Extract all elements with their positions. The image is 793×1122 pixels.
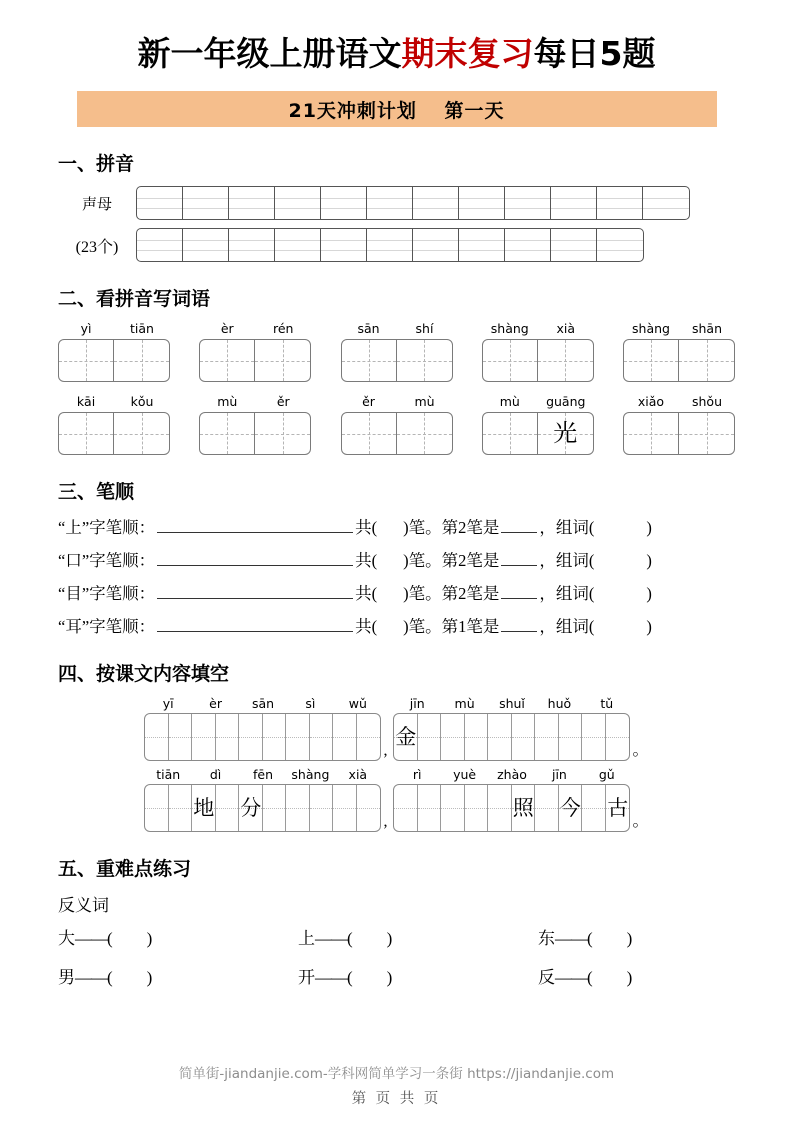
tianzige-box[interactable] <box>341 339 453 382</box>
sentence-grid-cell[interactable] <box>559 714 583 760</box>
sentence-grid-char: 分 <box>240 795 262 820</box>
pinyin-cell[interactable] <box>505 187 551 219</box>
sentence-punctuation: 。 <box>632 742 649 759</box>
word-box-item <box>58 394 170 455</box>
watermark-text: 简单街-jiandanjie.com-学科网简单学习一条街 https://jiandanjie.com <box>178 1066 615 1082</box>
sentence-grid-cell[interactable] <box>239 785 263 831</box>
shengmu-label: 声母 <box>81 196 112 213</box>
stroke-order-blank[interactable] <box>157 521 353 533</box>
sentence-grid-block <box>144 767 387 832</box>
antonym-close-paren: ) <box>626 968 633 987</box>
antonym-close-paren: ) <box>626 929 633 948</box>
pinyin-syllable: sì <box>305 696 316 711</box>
antonym-open-paren: ( <box>347 929 353 948</box>
pinyin-syllable: dì <box>209 767 222 782</box>
sentence-grid-cell[interactable] <box>582 785 606 831</box>
nth-stroke-prompt: )笔。第2笔是 <box>403 584 500 603</box>
pinyin-syllable: shuǐ <box>499 696 525 711</box>
sentence-grid-char: 古 <box>607 795 629 820</box>
pinyin-syllable: huǒ <box>547 696 572 711</box>
pinyin-cell[interactable] <box>321 187 367 219</box>
pinyin-cell[interactable] <box>275 229 321 261</box>
pinyin-syllable: shí <box>415 321 434 336</box>
tianzige-box[interactable] <box>482 339 594 382</box>
word-pinyin <box>623 394 735 409</box>
nth-stroke-blank[interactable] <box>501 554 537 566</box>
nth-stroke-prompt: )笔。第2笔是 <box>403 518 500 537</box>
stroke-order-line <box>58 613 753 637</box>
antonym-word: 开 <box>298 968 315 987</box>
antonym-open-paren: ( <box>347 968 353 987</box>
make-word-prompt: ，组词( <box>539 584 595 603</box>
pinyin-cell[interactable] <box>643 187 689 219</box>
antonym-open-paren: ( <box>107 929 113 948</box>
pinyin-syllable: shǒu <box>691 394 722 409</box>
stroke-order-line <box>58 514 753 538</box>
pinyin-cell[interactable] <box>367 229 413 261</box>
tianzige-cell[interactable] <box>342 340 397 381</box>
sentence-grid-block <box>144 696 387 761</box>
antonym-word: 大 <box>58 929 75 948</box>
word-pinyin <box>58 394 170 409</box>
word-box-item <box>623 321 735 382</box>
pinyin-syllable: sān <box>357 321 380 336</box>
page-number-label: 第 页 共 页 <box>351 1091 442 1107</box>
pinyin-syllable: èr <box>209 696 223 711</box>
document-header <box>0 0 793 127</box>
sentence-grid-cell[interactable] <box>310 714 334 760</box>
nth-stroke-blank[interactable] <box>501 521 537 533</box>
pinyin-syllable: èr <box>220 321 234 336</box>
page-title-prefix: 新一年级上册语文 <box>137 34 402 73</box>
sentence-grid-row <box>40 696 753 761</box>
sentence-grid-cell[interactable] <box>169 785 193 831</box>
pinyin-syllable: wǔ <box>348 696 367 711</box>
stroke-order-line <box>58 580 753 604</box>
sentence-grid[interactable] <box>393 713 630 761</box>
pinyin-syllable: ěr <box>276 394 290 409</box>
pinyin-syllable: mù <box>414 394 435 409</box>
pinyin-syllable: fēn <box>252 767 273 782</box>
tianzige-cell[interactable] <box>114 413 169 454</box>
make-word-close-paren: ) <box>646 584 652 603</box>
sentence-grid-list <box>40 696 753 832</box>
nth-stroke-blank[interactable] <box>501 620 537 632</box>
sentence-grid-cell[interactable] <box>286 785 310 831</box>
pinyin-cell[interactable] <box>459 229 505 261</box>
tianzige-cell[interactable] <box>538 340 593 381</box>
stroke-order-blank[interactable] <box>157 587 353 599</box>
shengmu-row-1 <box>58 186 753 220</box>
sentence-grid[interactable] <box>144 784 381 832</box>
sentence-grid-cell[interactable] <box>286 714 310 760</box>
word-box-item <box>482 321 594 382</box>
pinyin-syllable: yì <box>80 321 92 336</box>
section-2-heading: 二、看拼音写词语 <box>58 289 211 310</box>
sentence-punctuation: , <box>383 742 388 759</box>
sentence-grid-char: 金 <box>395 724 417 749</box>
shengmu-count-label: (23个) <box>75 238 119 256</box>
antonym-open-paren: ( <box>587 929 593 948</box>
antonym-dash: —— <box>315 929 347 948</box>
pinyin-cell[interactable] <box>321 229 367 261</box>
sentence-grid-cell[interactable] <box>606 714 630 760</box>
sentence-grid-cell[interactable] <box>216 714 240 760</box>
stroke-order-prompt: “口”字笔顺： <box>58 551 156 570</box>
pinyin-syllable: guāng <box>546 394 586 409</box>
word-pinyin <box>199 321 311 336</box>
antonym-item <box>298 924 538 949</box>
sentence-grid-cell[interactable] <box>535 714 559 760</box>
word-box-item <box>58 321 170 382</box>
word-box-item <box>199 394 311 455</box>
sentence-grid-cell[interactable] <box>559 785 583 831</box>
word-pinyin <box>341 321 453 336</box>
pinyin-syllable: xià <box>556 321 576 336</box>
antonym-row <box>58 924 735 949</box>
sentence-grid-cell[interactable] <box>263 714 287 760</box>
section-4-heading: 四、按课文内容填空 <box>58 664 230 685</box>
antonym-dash: —— <box>555 968 587 987</box>
section-5-heading: 五、重难点练习 <box>58 859 192 880</box>
tianzige-cell[interactable] <box>255 413 310 454</box>
sentence-grid-cell[interactable] <box>145 785 169 831</box>
pinyin-syllable: gǔ <box>598 767 615 782</box>
pinyin-syllable: rì <box>412 767 422 782</box>
pinyin-syllable: xiǎo <box>637 394 665 409</box>
tianzige-cell[interactable] <box>397 340 452 381</box>
sentence-grid-cell[interactable] <box>263 785 287 831</box>
pinyin-cell[interactable] <box>413 229 459 261</box>
sentence-grid-block <box>393 767 648 832</box>
stroke-order-prompt: “目”字笔顺： <box>58 584 156 603</box>
antonym-word: 反 <box>538 968 555 987</box>
pinyin-syllable: yuè <box>453 767 477 782</box>
make-word-prompt: ，组词( <box>539 617 595 636</box>
pinyin-syllable: kāi <box>76 394 96 409</box>
pinyin-grid-row-1[interactable] <box>136 186 690 220</box>
shengmu-row-2 <box>58 228 753 262</box>
pinyin-cell[interactable] <box>137 187 183 219</box>
stroke-count-prompt: 共( <box>355 518 378 537</box>
antonym-item <box>538 924 778 949</box>
sentence-grid[interactable] <box>144 713 381 761</box>
stroke-order-prompt: “上”字笔顺： <box>58 518 156 537</box>
tianzige-cell[interactable] <box>679 340 734 381</box>
pinyin-cell[interactable] <box>229 187 275 219</box>
sentence-pinyin <box>144 696 381 711</box>
word-box-row-1 <box>58 321 735 382</box>
pinyin-cell[interactable] <box>137 229 183 261</box>
sentence-grid-cell[interactable] <box>145 714 169 760</box>
stroke-order-blank[interactable] <box>157 554 353 566</box>
antonym-close-paren: ) <box>146 968 153 987</box>
pinyin-grid-row-2[interactable] <box>136 228 644 262</box>
antonym-open-paren: ( <box>107 968 113 987</box>
antonym-dash: —— <box>75 968 107 987</box>
pinyin-syllable: rén <box>273 321 294 336</box>
sentence-grid-cell[interactable] <box>333 714 357 760</box>
stroke-order-prompt: “耳”字笔顺： <box>58 617 156 636</box>
sentence-grid-cell[interactable] <box>488 785 512 831</box>
sentence-grid-cell[interactable] <box>488 714 512 760</box>
sentence-grid-cell[interactable] <box>465 714 489 760</box>
sentence-grid-cell[interactable] <box>357 714 381 760</box>
tianzige-cell[interactable] <box>59 340 114 381</box>
stroke-order-list <box>40 514 753 637</box>
tianzige-box[interactable] <box>341 412 453 455</box>
tianzige-cell[interactable] <box>397 413 452 454</box>
pinyin-syllable: mù <box>454 696 475 711</box>
antonym-word: 上 <box>298 929 315 948</box>
sentence-punctuation: 。 <box>632 813 649 830</box>
antonym-open-paren: ( <box>587 968 593 987</box>
pinyin-syllable: shàng <box>490 321 529 336</box>
word-box-row-2 <box>58 394 735 455</box>
word-pinyin <box>623 321 735 336</box>
tianzige-box[interactable] <box>623 339 735 382</box>
sentence-grid-cell[interactable] <box>394 714 418 760</box>
word-box-item <box>341 321 453 382</box>
stroke-order-line <box>58 547 753 571</box>
sentence-grid-cell[interactable] <box>465 785 489 831</box>
page-title <box>138 28 656 75</box>
sentence-grid[interactable] <box>393 784 630 832</box>
word-box-item <box>341 394 453 455</box>
pinyin-syllable: tǔ <box>600 696 614 711</box>
word-box-item <box>199 321 311 382</box>
pinyin-syllable: shàng <box>632 321 670 336</box>
sentence-grid-cell[interactable] <box>535 785 559 831</box>
page-footer <box>0 1062 793 1108</box>
pinyin-syllable: shàng <box>291 767 330 782</box>
stroke-count-prompt: 共( <box>355 617 378 636</box>
sentence-grid-cell[interactable] <box>192 714 216 760</box>
antonym-subheading: 反义词 <box>58 896 109 915</box>
section-3-heading: 三、笔顺 <box>58 482 135 503</box>
tianzige-box[interactable] <box>58 339 170 382</box>
word-pinyin <box>482 394 594 409</box>
antonym-word: 男 <box>58 968 75 987</box>
sentence-grid-cell[interactable] <box>192 785 216 831</box>
sentence-grid-cell[interactable] <box>512 714 536 760</box>
make-word-close-paren: ) <box>646 518 652 537</box>
stroke-count-prompt: 共( <box>355 551 378 570</box>
pinyin-cell[interactable] <box>183 229 229 261</box>
plan-banner: 21天冲刺计划 第一天 <box>77 91 717 127</box>
sentence-grid-char: 照 <box>512 795 534 820</box>
pinyin-syllable: ěr <box>362 394 375 409</box>
pinyin-cell[interactable] <box>229 229 275 261</box>
pinyin-cell[interactable] <box>551 187 597 219</box>
antonym-row <box>58 963 735 988</box>
pinyin-syllable: mù <box>217 394 238 409</box>
tianzige-box[interactable] <box>199 412 311 455</box>
sentence-pinyin <box>393 767 630 782</box>
pinyin-syllable: kǒu <box>130 394 154 409</box>
sentence-grid-cell[interactable] <box>169 714 193 760</box>
sentence-grid-cell[interactable] <box>441 785 465 831</box>
antonym-item <box>298 963 538 988</box>
antonym-list <box>40 924 753 988</box>
word-box-item <box>482 394 594 455</box>
antonym-item <box>58 924 298 949</box>
word-pinyin <box>341 394 453 409</box>
sentence-grid-cell[interactable] <box>441 714 465 760</box>
sentence-punctuation: , <box>383 813 388 830</box>
antonym-word: 东 <box>538 929 555 948</box>
word-pinyin <box>199 394 311 409</box>
pinyin-syllable: mù <box>499 394 520 409</box>
tianzige-box[interactable] <box>623 412 735 455</box>
sentence-grid-char: 地 <box>193 795 215 820</box>
make-word-prompt: ，组词( <box>539 551 595 570</box>
pinyin-syllable: tiān <box>130 321 154 336</box>
sentence-grid-cell[interactable] <box>357 785 381 831</box>
sentence-grid-cell[interactable] <box>418 714 442 760</box>
tianzige-cell[interactable] <box>342 413 397 454</box>
sentence-grid-cell[interactable] <box>394 785 418 831</box>
pinyin-cell[interactable] <box>183 187 229 219</box>
antonym-close-paren: ) <box>386 968 393 987</box>
sentence-grid-row <box>40 767 753 832</box>
tianzige-box[interactable] <box>199 339 311 382</box>
sentence-grid-char: 今 <box>559 795 581 820</box>
tianzige-cell[interactable] <box>483 340 538 381</box>
sentence-grid-cell[interactable] <box>418 785 442 831</box>
pinyin-syllable: zhào <box>497 767 527 782</box>
sentence-grid-cell[interactable] <box>333 785 357 831</box>
sentence-pinyin <box>393 696 630 711</box>
make-word-close-paren: ) <box>646 617 652 636</box>
make-word-prompt: ，组词( <box>539 518 595 537</box>
pinyin-cell[interactable] <box>459 187 505 219</box>
pinyin-cell[interactable] <box>597 187 643 219</box>
tianzige-cell[interactable] <box>114 340 169 381</box>
antonym-item <box>538 963 778 988</box>
antonym-item <box>58 963 298 988</box>
word-pinyin <box>482 321 594 336</box>
page-title-suffix: 每日5题 <box>533 34 656 73</box>
tianzige-cell[interactable] <box>538 413 593 454</box>
tianzige-cell[interactable] <box>59 413 114 454</box>
pinyin-syllable: shān <box>691 321 723 336</box>
sentence-pinyin <box>144 767 381 782</box>
sentence-grid-cell[interactable] <box>606 785 630 831</box>
tianzige-cell[interactable] <box>200 340 255 381</box>
tianzige-cell[interactable] <box>624 340 679 381</box>
tianzige-cell[interactable] <box>255 340 310 381</box>
tianzige-box[interactable] <box>58 412 170 455</box>
stroke-count-prompt: 共( <box>355 584 378 603</box>
pinyin-cell[interactable] <box>597 229 643 261</box>
sentence-grid-block <box>393 696 648 761</box>
sentence-grid-cell[interactable] <box>512 785 536 831</box>
tianzige-cell[interactable] <box>624 413 679 454</box>
sentence-grid-cell[interactable] <box>310 785 334 831</box>
pinyin-cell[interactable] <box>551 229 597 261</box>
antonym-dash: —— <box>555 929 587 948</box>
nth-stroke-prompt: )笔。第2笔是 <box>403 551 500 570</box>
tianzige-cell[interactable] <box>679 413 734 454</box>
tianzige-box[interactable] <box>482 412 594 455</box>
pinyin-syllable: yī <box>162 696 174 711</box>
word-box-item <box>623 394 735 455</box>
section-1-heading: 一、拼音 <box>58 154 135 175</box>
page-title-accent: 期末复习 <box>401 34 534 73</box>
sentence-grid-cell[interactable] <box>239 714 263 760</box>
stroke-order-blank[interactable] <box>157 620 353 632</box>
tianzige-cell[interactable] <box>200 413 255 454</box>
pinyin-cell[interactable] <box>505 229 551 261</box>
nth-stroke-prompt: )笔。第1笔是 <box>403 617 500 636</box>
pinyin-cell[interactable] <box>367 187 413 219</box>
nth-stroke-blank[interactable] <box>501 587 537 599</box>
pinyin-syllable: xià <box>348 767 368 782</box>
antonym-dash: —— <box>315 968 347 987</box>
tianzige-cell[interactable] <box>483 413 538 454</box>
worksheet-body <box>0 149 793 988</box>
pinyin-cell[interactable] <box>275 187 321 219</box>
pinyin-syllable: jīn <box>409 696 425 711</box>
pinyin-cell[interactable] <box>413 187 459 219</box>
make-word-close-paren: ) <box>646 551 652 570</box>
antonym-close-paren: ) <box>146 929 153 948</box>
antonym-dash: —— <box>75 929 107 948</box>
pinyin-syllable: jīn <box>551 767 567 782</box>
sentence-grid-cell[interactable] <box>216 785 240 831</box>
pinyin-syllable: tiān <box>156 767 181 782</box>
pinyin-syllable: sān <box>251 696 275 711</box>
tianzige-char: 光 <box>553 420 578 447</box>
sentence-grid-cell[interactable] <box>582 714 606 760</box>
word-pinyin <box>58 321 170 336</box>
antonym-close-paren: ) <box>386 929 393 948</box>
